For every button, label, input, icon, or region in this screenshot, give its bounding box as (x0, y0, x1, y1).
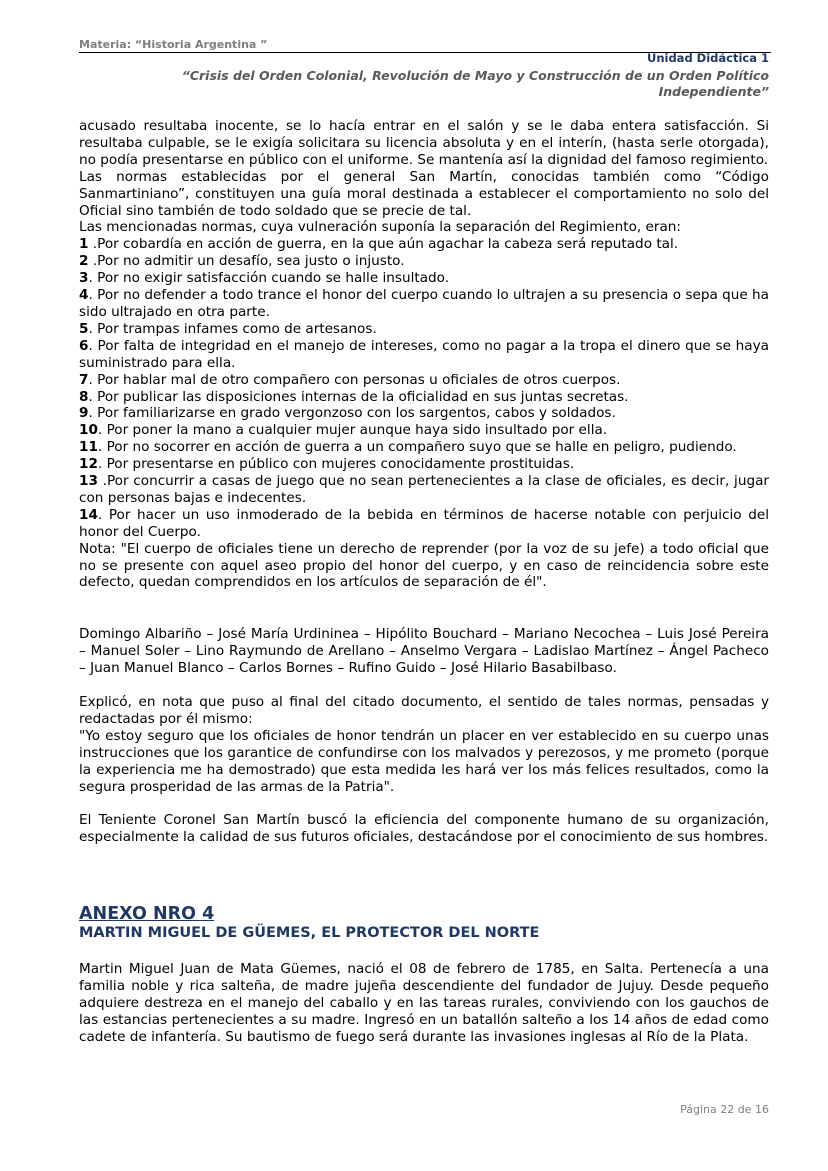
rule-text: . Por no defender a todo trance el honor del cuerpo cuando lo ultrajen a su presencia o sepa que ha sido ultrajado en otra parte. (79, 287, 769, 320)
header-subtitle: “Crisis del Orden Colonial, Revolución de Mayo y Construcción de un Orden Político Independiente” (181, 68, 769, 99)
rule-number: 1 (79, 236, 89, 253)
rule-text: . Por poner la mano a cualquier mujer aunque haya sido insultado por ella. (97, 422, 608, 439)
rule-text: .Por concurrir a casas de juego que no sean pertenecientes a la clase de oficiales, es decir, jugar con personas bajas e indecentes. (79, 473, 769, 506)
rule-item (79, 456, 769, 473)
intro-paragraph-2: Las normas establecidas por el general San Martín, conocidas también como “Código Sanmartiniano”, constituyen una guía moral destinada a establecer el comportamiento no solo del Oficial sino también de todo soldado que se precie de tal. (79, 168, 769, 219)
rule-number: 7 (79, 371, 89, 388)
rule-text: .Por no admitir un desafío, sea justo o injusto. (88, 253, 405, 270)
intro-paragraph-1: acusado resultaba inocente, se lo hacía entrar en el salón y se le daba entera satisfacción. Si resultaba culpable, se le exigía solicitara su licencia absoluta y en el interín, (hasta serle otorgada), no podía presentarse en público con el uniforme. Se mantenía así la dignidad del famoso regimiento. (79, 118, 769, 168)
rule-text: . Por falta de integridad en el manejo de intereses, como no pagar a la tropa el dinero que se haya suministrado para ella. (79, 337, 769, 371)
rule-number: 12 (79, 456, 98, 473)
conclusion-paragraph: El Teniente Coronel San Martín buscó la eficiencia del componente humano de su organización, especialmente la calidad de sus futuros oficiales, destacándose por el conocimiento de sus hombres. (79, 812, 769, 845)
rule-text: . Por no socorrer en acción de guerra a un compañero suyo que se halle en peligro, pudiendo. (97, 439, 737, 456)
annex-subtitle: MARTIN MIGUEL DE GÜEMES, EL PROTECTOR DEL NORTE (79, 925, 540, 941)
rule-number: 14 (79, 506, 98, 523)
rule-text: . Por presentarse en público con mujeres conocidamente prostituidas. (97, 456, 575, 473)
main-text (79, 118, 769, 591)
rule-text: . Por publicar las disposiciones internas de la oficialidad en sus juntas secretas. (88, 388, 629, 405)
rule-text: . Por hablar mal de otro compañero con personas u oficiales de otros cuerpos. (88, 371, 621, 388)
rule-item (79, 338, 769, 372)
rule-number: 10 (79, 422, 98, 439)
rule-item (79, 253, 769, 270)
rule-item (79, 422, 769, 439)
rules-list (79, 236, 769, 540)
rule-text: . Por hacer un uso inmoderado de la bebida en términos de hacerse notable con perjuicio del honor del Cuerpo. (79, 506, 769, 540)
rule-number: 13 (79, 473, 98, 490)
rule-number: 9 (79, 405, 89, 422)
note-paragraph: Nota: "El cuerpo de oficiales tiene un derecho de reprender (por la voz de su jefe) a todo oficial que no se presente con aquel aseo propio del honor del cuerpo, y en caso de reincidencia sobre este defecto, quedan comprendidos en los artículos de separación de él". (79, 540, 769, 591)
rule-item (79, 473, 769, 507)
rule-number: 2 (79, 253, 89, 270)
rule-item (79, 270, 769, 287)
rule-number: 5 (79, 320, 89, 337)
rule-item (79, 405, 769, 422)
rule-number: 4 (79, 287, 89, 304)
rule-text: . Por familiarizarse en grado vergonzoso con los sargentos, cabos y soldados. (88, 405, 616, 422)
explanation-quote: "Yo estoy seguro que los oficiales de honor tendrán un placer en ver establecido en su cuerpo unas instrucciones que los garantice de confundirse con los malvados y perezosos, y me prometo (porque la experiencia me ha demostrado) que esta medida les hará ver los más felices resultados, como la segura prosperidad de las armas de la Patria". (79, 727, 769, 795)
intro-paragraph-3: Las mencionadas normas, cuya vulneración suponía la separación del Regimiento, eran: (79, 219, 682, 236)
rule-item (79, 372, 769, 389)
rule-number: 6 (79, 337, 89, 354)
header-unit: Unidad Didáctica 1 (646, 51, 769, 65)
rule-item (79, 507, 769, 541)
page-number: Página 22 de 16 (680, 1103, 769, 1116)
rule-item (79, 439, 769, 456)
rule-item (79, 389, 769, 406)
rule-number: 11 (79, 439, 98, 456)
rule-text: . Por no exigir satisfacción cuando se halle insultado. (88, 270, 450, 287)
rule-text: .Por cobardía en acción de guerra, en la que aún agachar la cabeza será reputado tal. (88, 236, 679, 253)
explanation-block (79, 694, 769, 795)
rule-item (79, 287, 769, 321)
rule-number: 3 (79, 270, 89, 287)
rule-number: 8 (79, 388, 89, 405)
rule-item (79, 236, 769, 253)
signatories-paragraph: Domingo Albariño – José María Urdininea – Hipólito Bouchard – Mariano Necochea – Luis José Pereira – Manuel Soler – Lino Raymundo de Arellano – Anselmo Vergara – Ladislao Martínez – Ángel Pacheco – Juan Manuel Blanco – Carlos Bornes – Rufino Guido – José Hilario Basabilbaso. (79, 626, 769, 676)
annex-paragraph: Martin Miguel Juan de Mata Güemes, nació el 08 de febrero de 1785, en Salta. Pertenecía a una familia noble y rica salteña, de madre jujeña descendiente del fundador de Jujuy. Desde pequeño adquiere destreza en el manejo del caballo y en las tareas rurales, conviviendo con los gauchos de las estancias pertenecientes a su madre. Ingresó en un batallón salteño a los 14 años de edad como cadete de infantería. Su bautismo de fuego será durante las invasiones inglesas al Río de la Plata. (79, 961, 769, 1045)
rule-item (79, 321, 769, 338)
rule-text: . Por trampas infames como de artesanos. (88, 320, 377, 337)
explanation-paragraph-1: Explicó, en nota que puso al final del citado documento, el sentido de tales normas, pensadas y redactadas por él mismo: (79, 694, 769, 727)
header-subject: Materia: “Historia Argentina ” (79, 38, 268, 51)
annex-title: ANEXO NRO 4 (79, 904, 215, 924)
